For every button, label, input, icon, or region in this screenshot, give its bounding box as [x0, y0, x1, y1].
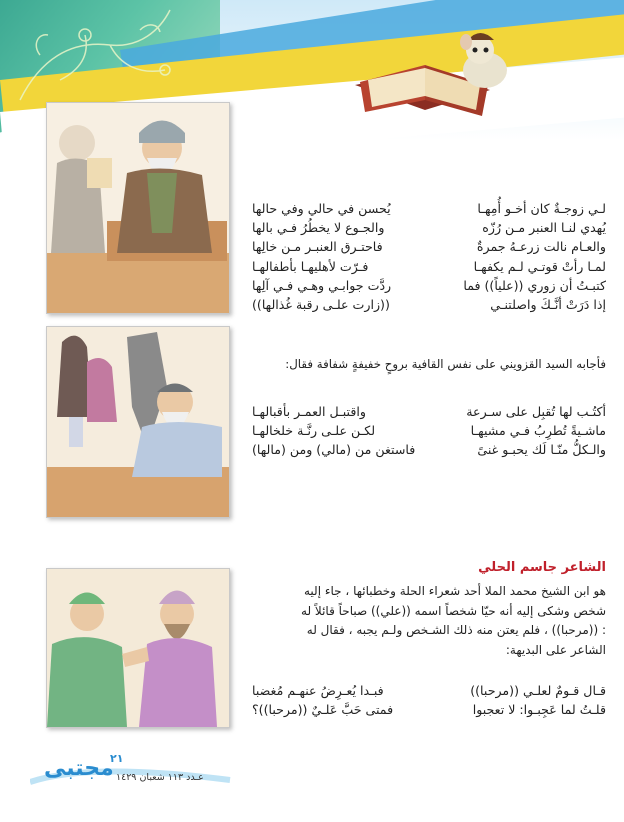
verse-first-hemistich: لمـا رأتْ قوتـي لـم يكفهـا	[473, 258, 606, 274]
verse-row	[252, 257, 606, 276]
verse-first-hemistich: قلـتُ لما عَجِبـوا: لا تعجبوا	[472, 702, 606, 718]
prose-line: شخص وشكى إليه أنه حيّا شخصاً اسمه ((علي)) صباحاً قائلاً له	[301, 603, 606, 618]
magazine-logo: مجتبى	[44, 756, 114, 781]
verse-first-hemistich: ماشـيةً تُطرِبُ فـي مشيهـا	[470, 423, 606, 439]
verse-second-hemistich: فمتى حَبَّ عَلـيٌ ((مرحبا))؟	[252, 702, 394, 718]
verse-row	[252, 199, 606, 218]
intro-line: فأجابه السيد القزويني على نفس القافية بروحٍ خفيفةٍ شفافة فقال:	[285, 357, 606, 371]
verse-second-hemistich: ((زارت علـى رقبة غُذالها))	[252, 296, 390, 312]
poem-three	[252, 681, 606, 719]
verse-row	[252, 440, 606, 459]
prose-line: الشاعر على البديهة:	[505, 642, 606, 657]
verse-row	[252, 237, 606, 256]
page-footer	[30, 752, 240, 792]
verse-first-hemistich: أكتُـب لها تُقبِل على سـرعة	[466, 404, 606, 419]
verse-row	[252, 402, 606, 421]
verse-first-hemistich: والـكلُّ منّـا لَك يحبـو غنىً	[477, 442, 606, 458]
illustration-scholars-writing	[46, 102, 230, 314]
verse-second-hemistich: والجـوع لا يخطُرُ فـي بالها	[252, 220, 385, 236]
verse-second-hemistich: ردَّت جوابـي وهـي فـي آلِها	[252, 277, 392, 293]
prose-line: : ((مرحبا)) ، فلم يعتن منه ذلك الشـخص ولـم يجبه ، فقال له	[306, 623, 606, 637]
section-heading: الشاعر جاسم الحلي	[478, 560, 606, 575]
verse-second-hemistich: واقتبـل العمـر بأقبالهـا	[252, 404, 366, 419]
prose-line: هو ابن الشيخ محمد الملا أحد شعراء الحلة وخطبائها ، جاء إليه	[304, 584, 606, 598]
mouse-reader-illustration	[440, 20, 520, 100]
issue-info: عـدد ١١٣ شعبان ١٤٢٩	[116, 772, 204, 783]
page-number: ٢١	[110, 752, 124, 765]
verse-row	[252, 295, 606, 314]
verse-second-hemistich: فـرّت لأهليهـا بأطفالهـا	[252, 258, 369, 274]
verse-first-hemistich: كتبـتُ أن زوري ((علياً)) فما	[463, 277, 606, 293]
verse-second-hemistich: فبـدا يُعـرِضُ عنهـم مُغضبا	[252, 683, 384, 698]
verse-first-hemistich: إذا دَرَتْ أنَّـكَ واصلتنـي	[490, 296, 606, 312]
verse-second-hemistich: يُحسن في حالي وفي حالها	[252, 201, 391, 216]
floral-ornament	[0, 0, 220, 110]
illustration-greeting	[46, 568, 230, 728]
verse-first-hemistich: لـي زوجـةٌ كان أخـو أُمِهـا	[477, 201, 606, 216]
verse-row	[252, 276, 606, 295]
verse-row	[252, 421, 606, 440]
poem-one	[252, 199, 606, 314]
verse-first-hemistich: والعـام نالت زرعـهُ جمرةٌ	[476, 239, 606, 255]
verse-second-hemistich: فاستغن من (مالي) ومن (مالها)	[252, 442, 416, 458]
verse-first-hemistich: قـال قـومٌ لعلـي ((مرحبا))	[470, 683, 606, 698]
poem-two	[252, 402, 606, 460]
section-prose	[252, 582, 606, 660]
verse-row	[252, 700, 606, 719]
verse-first-hemistich: يُهدي لنـا العنبر مـن رُزّه	[482, 220, 606, 236]
verse-second-hemistich: فاحتـرق العنبـر مـن خالِها	[252, 239, 383, 255]
verse-row	[252, 218, 606, 237]
illustration-family-and-scholar	[46, 326, 230, 518]
verse-row	[252, 681, 606, 700]
verse-second-hemistich: لكـن علـى رنَّـة خلخالهـا	[252, 423, 376, 439]
